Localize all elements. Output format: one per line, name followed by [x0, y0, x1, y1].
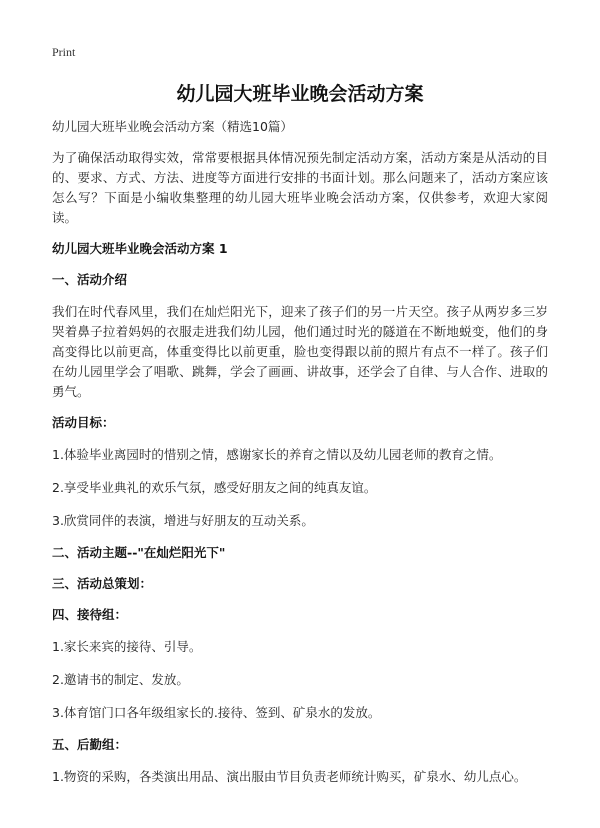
reception-item: 2.邀请书的制定、发放。: [52, 672, 189, 687]
reception-item: 1.家长来宾的接待、引导。: [52, 639, 202, 654]
document-subtitle: 幼儿园大班毕业晚会活动方案（精选10篇）: [52, 119, 293, 134]
intro-paragraph: 为了确保活动取得实效，常常要根据具体情况预先制定活动方案，活动方案是从活动的目的、要求、方式、方法、进度等方面进行安排的书面计划。那么问题来了，活动方案应该怎么写？下面是小编收集整理的幼儿园大班毕业晚会活动方案，仅供参考，欢迎大家阅读。: [52, 150, 548, 225]
part1-paragraph: 我们在时代春风里，我们在灿烂阳光下，迎来了孩子们的另一片天空。孩子从两岁多三岁哭着鼻子拉着妈妈的衣服走进我们幼儿园，他们通过时光的隧道在不断地蜕变，他们的身高变得比以前更高，体重变得比以前更重，脸也变得跟以前的照片有点不一样了。孩子们在幼儿园里学会了唱歌、跳舞，学会了画画、讲故事，还学会了自律、与人合作、进取的勇气。: [52, 304, 548, 399]
part4-heading: 四、接待组：: [52, 607, 128, 622]
logistics-item: 1.物资的采购，各类演出用品、演出服由节目负责老师统计购买，矿泉水、幼儿点心。: [52, 769, 527, 784]
goal-item: 1.体验毕业离园时的惜别之情，感谢家长的养育之情以及幼儿园老师的教育之情。: [52, 447, 502, 462]
goal-item: 2.享受毕业典礼的欢乐气氛，感受好朋友之间的纯真友谊。: [52, 480, 377, 495]
goal-item: 3.欣赏同伴的表演，增进与好朋友的互动关系。: [52, 513, 314, 528]
section-title: 幼儿园大班毕业晚会活动方案 1: [52, 241, 228, 256]
print-link[interactable]: Print: [52, 45, 76, 59]
reception-item: 3.体育馆门口各年级组家长的.接待、签到、矿泉水的发放。: [52, 705, 381, 720]
part2-heading: 二、活动主题--"在灿烂阳光下": [52, 545, 226, 560]
goals-heading: 活动目标：: [52, 415, 115, 430]
part1-heading: 一、活动介绍: [52, 272, 128, 287]
part3-heading: 三、活动总策划：: [52, 576, 153, 591]
part5-heading: 五、后勤组：: [52, 737, 128, 752]
document-title: 幼儿园大班毕业晚会活动方案: [176, 83, 424, 105]
